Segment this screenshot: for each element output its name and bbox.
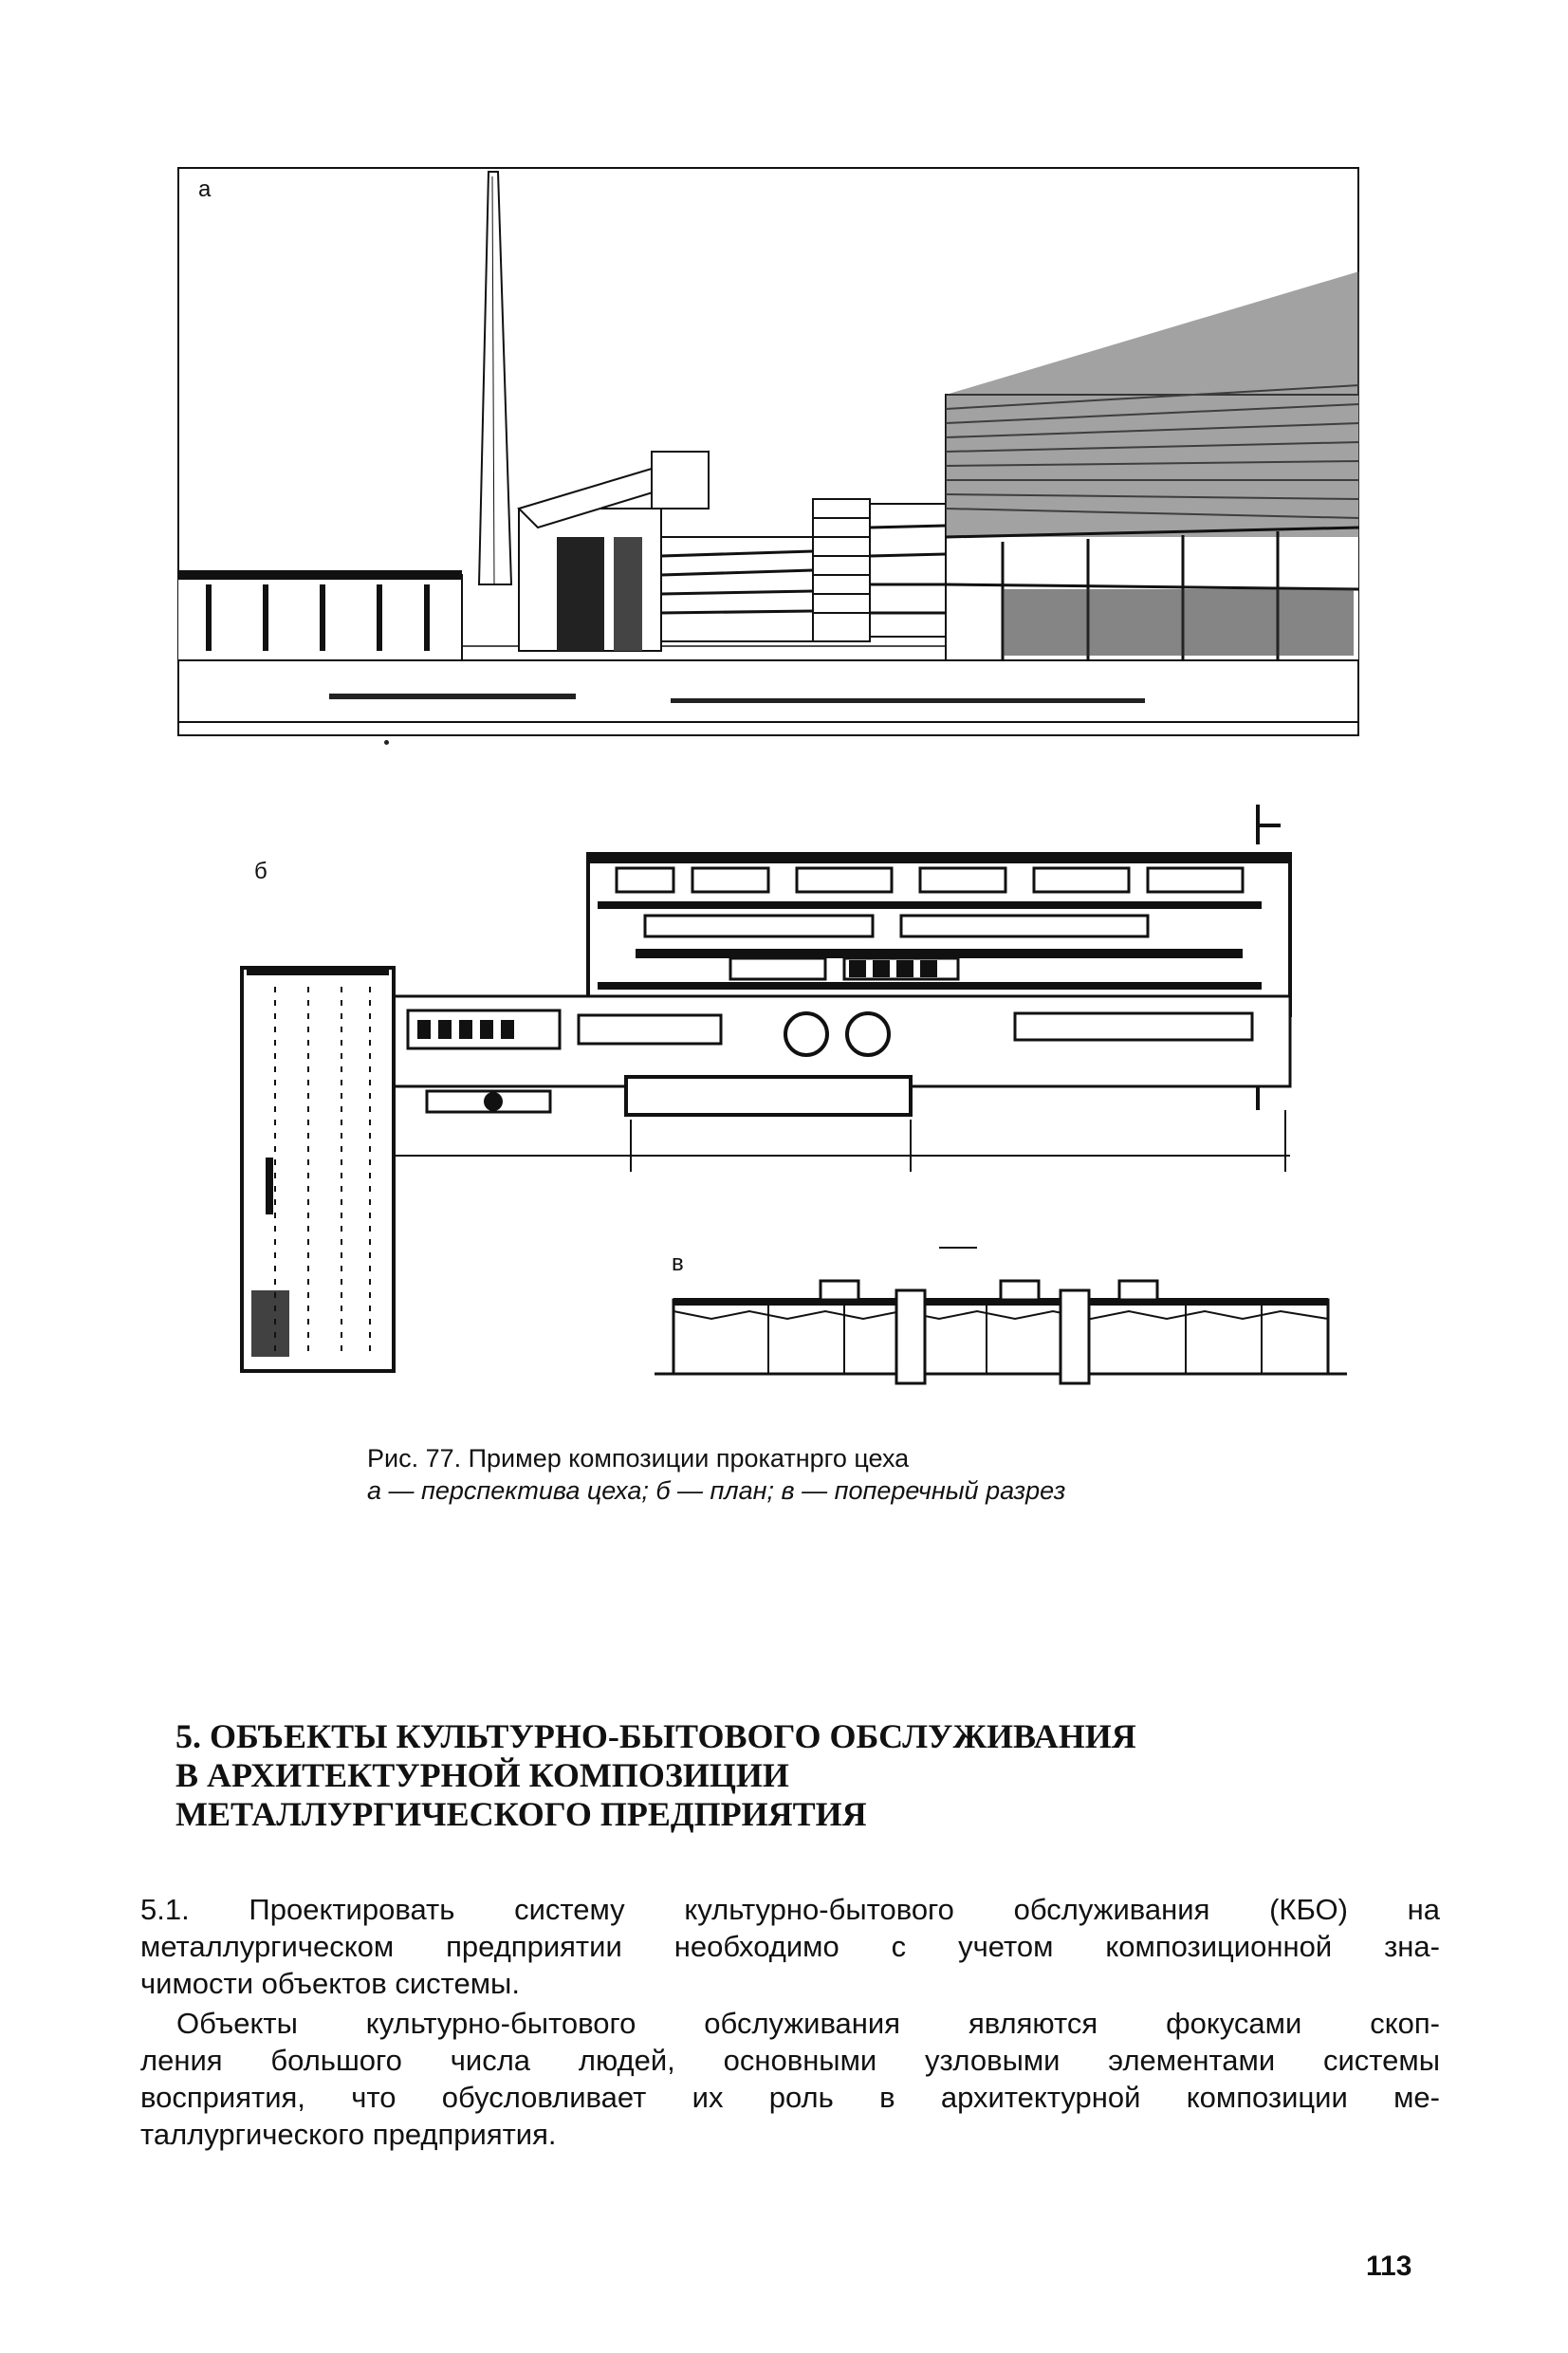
paragraph-line: ления большого числа людей, основными узловыми элементами системы [140,2044,1440,2077]
figure-b-label: б [254,859,267,884]
paragraph-line: чимости объектов системы. [140,1967,520,2000]
figure-v-section [655,1243,1347,1404]
paragraph-5-1 [140,1891,1440,2002]
paragraph-2 [140,2005,1440,2153]
heading-line: МЕТАЛЛУРГИЧЕСКОГО ПРЕДПРИЯТИЯ [175,1795,867,1833]
figure-caption [367,1442,1316,1507]
section-heading [175,1717,1219,1834]
figure-v-label: в [672,1251,684,1276]
heading-line: В АРХИТЕКТУРНОЙ КОМПОЗИЦИИ [175,1756,789,1794]
page-number: 113 [1366,2251,1412,2282]
figure-a-perspective [177,167,1359,736]
paragraph-line: восприятия, что обусловливает их роль в архитектурной композиции ме- [140,2081,1440,2114]
caption-legend: а — перспектива цеха; б — план; в — поперечный разрез [367,1476,1066,1505]
paragraph-line: металлургическом предприятии необходимо с учетом композиционной зна- [140,1930,1440,1963]
figure-a-label: а [198,176,212,202]
heading-line: 5. ОБЪЕКТЫ КУЛЬТУРНО-БЫТОВОГО ОБСЛУЖИВАНИЯ [175,1717,1136,1755]
stray-dot [384,740,389,745]
caption-title: Рис. 77. Пример композиции прокатнрго цеха [367,1444,910,1473]
section-drawing [655,1243,1347,1404]
paragraph-line: Объекты культурно-бытового обслуживания являются фокусами скоп- [176,2007,1440,2040]
perspective-drawing [177,167,1359,736]
paragraph-line: таллургического предприятия. [140,2118,557,2151]
paragraph-line: 5.1. Проектировать систему культурно-бытового обслуживания (КБО) на [140,1893,1440,1926]
